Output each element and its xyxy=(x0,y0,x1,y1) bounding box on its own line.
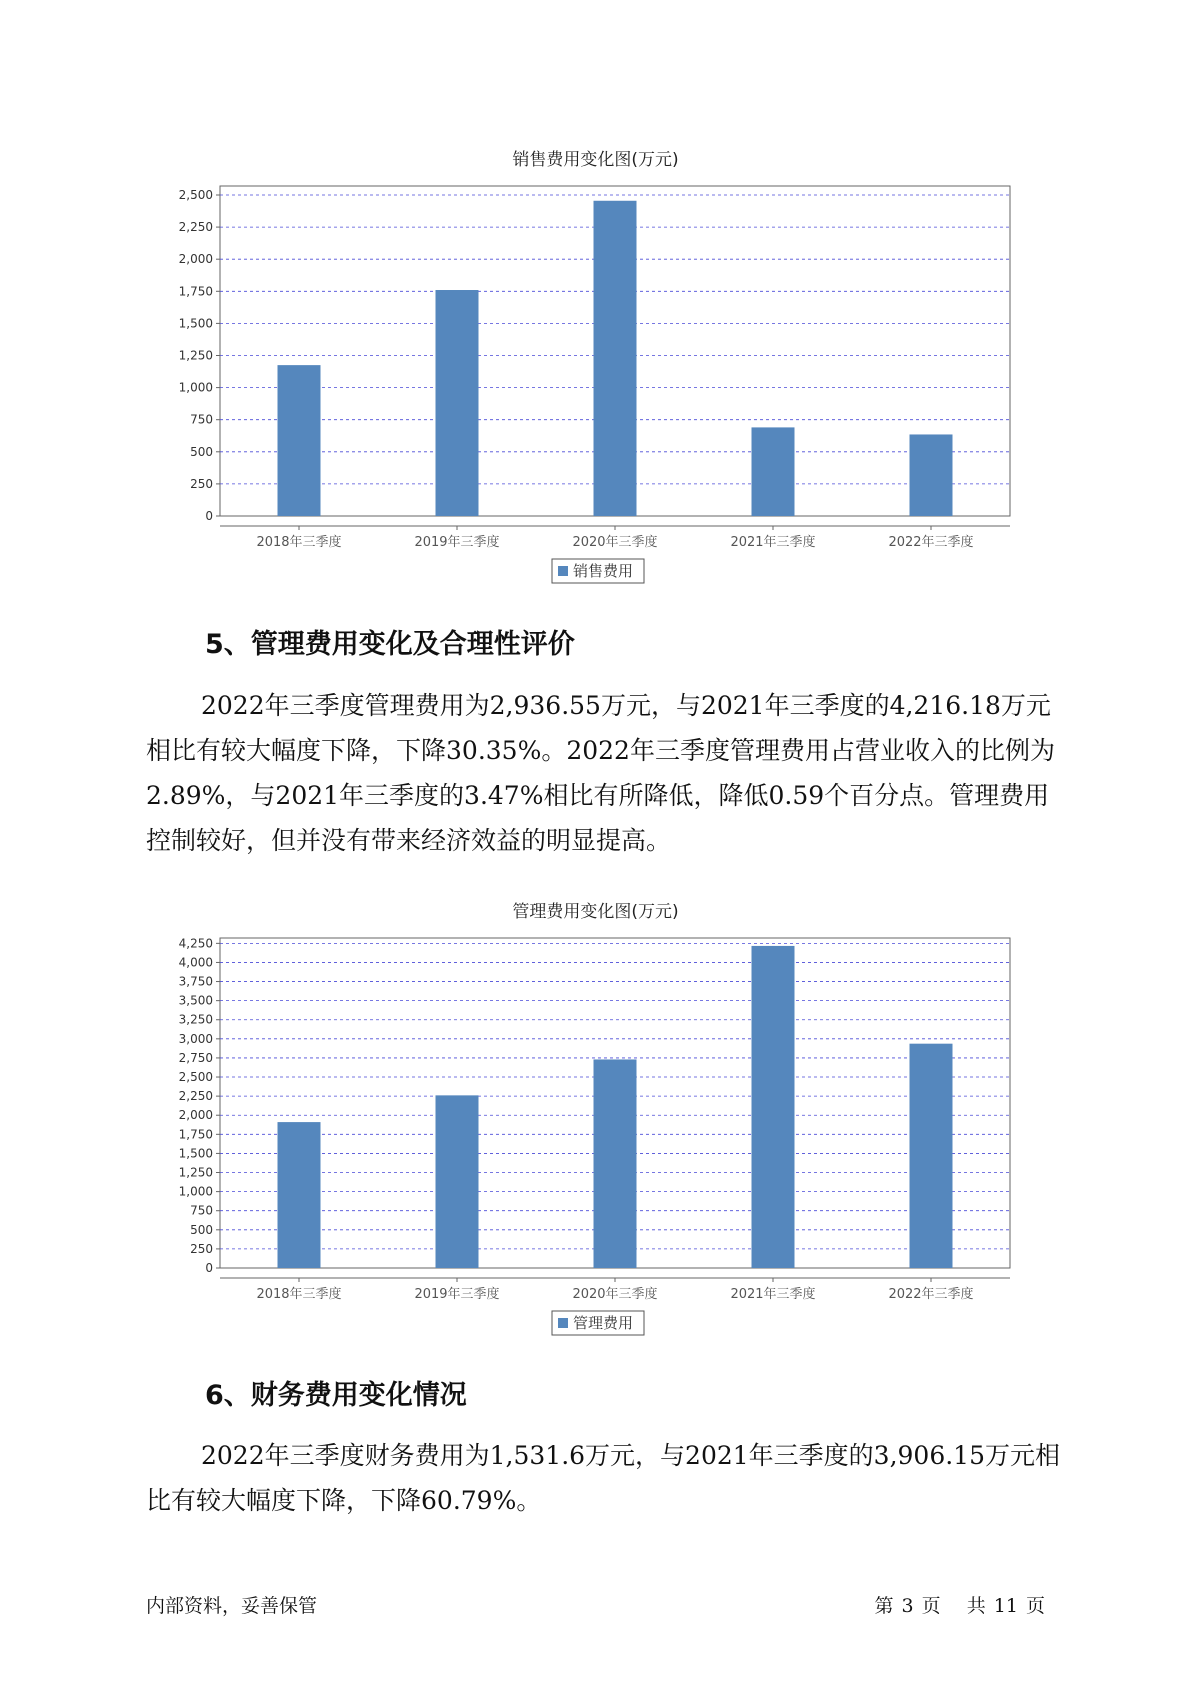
bar xyxy=(594,201,637,516)
section5-heading: 5、管理费用变化及合理性评价 xyxy=(205,629,575,660)
total-prefix: 共 xyxy=(966,1595,986,1617)
page-unit: 页 xyxy=(921,1595,941,1617)
x-tick-label: 2022年三季度 xyxy=(888,1287,974,1302)
legend-swatch xyxy=(558,1318,568,1328)
bar xyxy=(752,427,795,516)
section6-heading: 6、财务费用变化情况 xyxy=(205,1380,467,1411)
x-tick-label: 2018年三季度 xyxy=(256,535,342,550)
x-tick-label: 2020年三季度 xyxy=(572,1287,658,1302)
total-pages: 11 xyxy=(993,1595,1018,1617)
y-tick-label: 750 xyxy=(190,1203,213,1218)
bar xyxy=(436,290,479,516)
sales-expense-chart xyxy=(0,170,1191,590)
y-tick-label: 0 xyxy=(205,1261,213,1275)
y-tick-label: 3,750 xyxy=(178,974,213,989)
y-tick-label: 0 xyxy=(205,509,213,523)
legend xyxy=(552,559,644,583)
y-tick-label: 3,250 xyxy=(178,1012,213,1027)
total-unit: 页 xyxy=(1025,1595,1045,1617)
x-tick-label: 2019年三季度 xyxy=(414,535,500,550)
chart2-title: 管理费用变化图(万元) xyxy=(512,902,679,922)
page-prefix: 第 xyxy=(874,1595,894,1617)
x-tick-label: 2020年三季度 xyxy=(572,535,658,550)
bar xyxy=(910,434,953,516)
y-tick-label: 2,500 xyxy=(178,187,213,202)
y-tick-label: 1,750 xyxy=(178,1127,213,1142)
y-tick-label: 1,500 xyxy=(178,316,213,331)
bar xyxy=(436,1095,479,1268)
legend-swatch xyxy=(558,566,568,576)
bar xyxy=(278,1122,321,1268)
x-tick-label: 2019年三季度 xyxy=(414,1287,500,1302)
section6-paragraph: 2022年三季度财务费用为1,531.6万元，与2021年三季度的3,906.15万元相比有较大幅度下降，下降60.79%。 xyxy=(146,1441,1060,1515)
y-tick-label: 250 xyxy=(190,476,213,491)
y-tick-label: 2,000 xyxy=(178,1108,213,1123)
y-tick-label: 4,000 xyxy=(178,955,213,970)
y-tick-label: 2,750 xyxy=(178,1050,213,1065)
y-tick-label: 2,250 xyxy=(178,220,213,235)
x-tick-label: 2022年三季度 xyxy=(888,535,974,550)
footer-page-info xyxy=(871,1591,1049,1618)
y-tick-label: 500 xyxy=(190,444,213,459)
footer-confidential-note: 内部资料，妥善保管 xyxy=(146,1595,318,1617)
y-tick-label: 2,000 xyxy=(178,252,213,267)
bar xyxy=(752,946,795,1268)
y-tick-label: 1,000 xyxy=(178,1184,213,1199)
legend xyxy=(552,1311,644,1335)
chart1-title: 销售费用变化图(万元) xyxy=(512,150,679,170)
y-tick-label: 4,250 xyxy=(178,936,213,951)
bar xyxy=(278,365,321,516)
y-tick-label: 1,250 xyxy=(178,348,213,363)
y-tick-label: 1,000 xyxy=(178,380,213,395)
y-tick-label: 250 xyxy=(190,1241,213,1256)
admin-expense-chart xyxy=(0,922,1191,1342)
y-tick-label: 2,250 xyxy=(178,1089,213,1104)
bar xyxy=(594,1059,637,1268)
y-tick-label: 2,500 xyxy=(178,1070,213,1085)
legend-label: 管理费用 xyxy=(573,1314,634,1332)
y-tick-label: 3,500 xyxy=(178,993,213,1008)
section5-paragraph: 2022年三季度管理费用为2,936.55万元，与2021年三季度的4,216.18万元相比有较大幅度下降，下降30.35%。2022年三季度管理费用占营业收入的比例为2.89%，与2021年三季度的3.47%相比有所降低，降低0.59个百分点。管理费用控制较好，但并没有带来经济效益的明显提高。 xyxy=(146,691,1055,855)
y-tick-label: 1,250 xyxy=(178,1165,213,1180)
legend-label: 销售费用 xyxy=(573,562,634,580)
y-tick-label: 750 xyxy=(190,412,213,427)
x-tick-label: 2018年三季度 xyxy=(256,1287,342,1302)
x-tick-label: 2021年三季度 xyxy=(730,1287,816,1302)
x-tick-label: 2021年三季度 xyxy=(730,535,816,550)
y-tick-label: 500 xyxy=(190,1222,213,1237)
y-tick-label: 1,750 xyxy=(178,284,213,299)
y-tick-label: 1,500 xyxy=(178,1146,213,1161)
y-tick-label: 3,000 xyxy=(178,1031,213,1046)
page-number: 3 xyxy=(901,1595,914,1617)
bar xyxy=(910,1044,953,1268)
